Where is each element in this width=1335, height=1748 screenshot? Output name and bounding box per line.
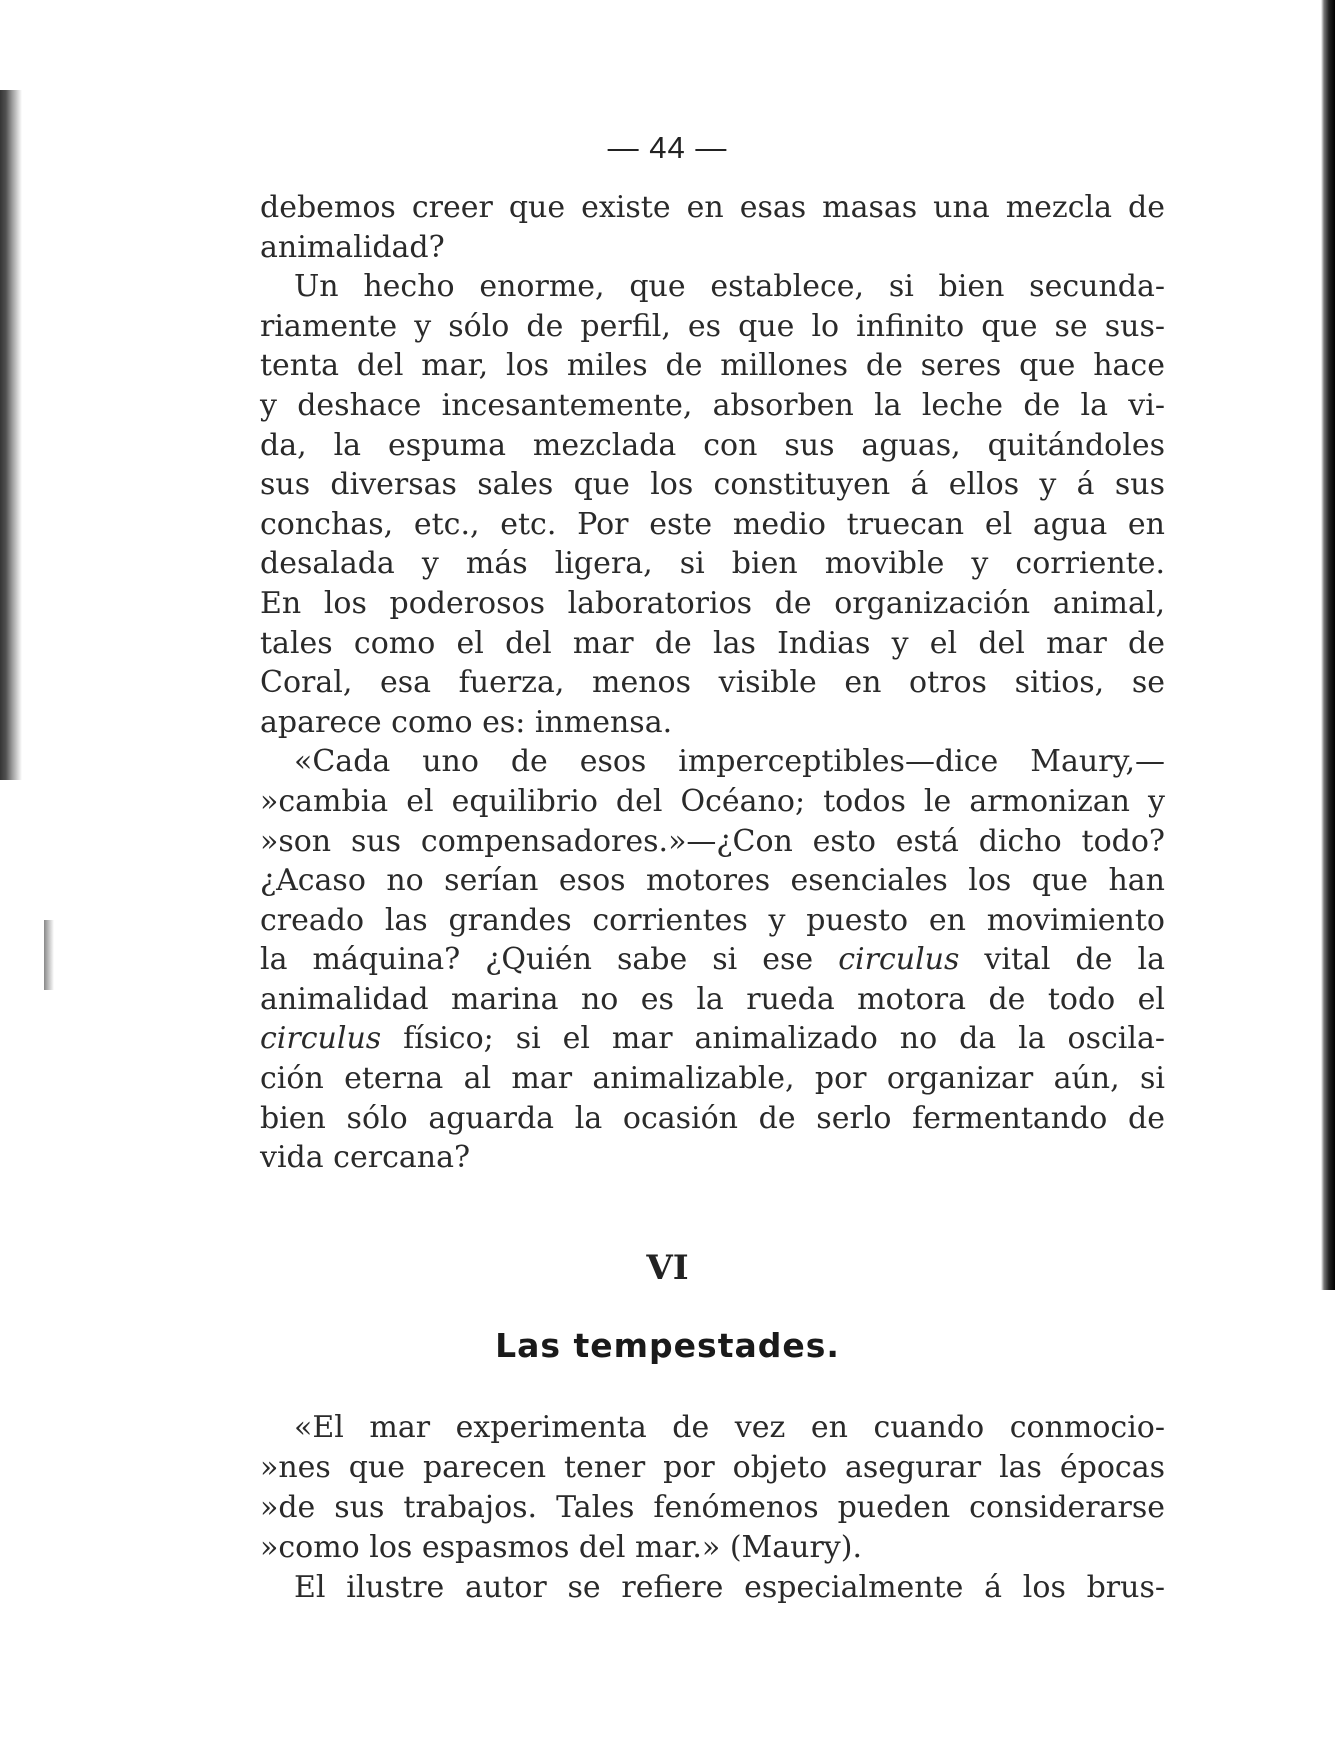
- text-line: conchas, etc., etc. Por este medio truecan el agua en: [260, 506, 1165, 542]
- text-line-mixed: [260, 1019, 1165, 1059]
- text-line: tales como el del mar de las Indias y el del mar de: [260, 625, 1165, 661]
- body-text-top: [260, 188, 1165, 1178]
- text-line: »de sus trabajos. Tales fenómenos pueden considerarse: [260, 1490, 1165, 1525]
- text-line: ción eterna al mar animalizable, por organizar aún, si: [260, 1061, 1165, 1097]
- page-number: — 44 —: [607, 130, 728, 165]
- text-line: tenta del mar, los miles de millones de seres que hace: [260, 348, 1165, 384]
- text-line: Un hecho enorme, que establece, si bien secunda-: [294, 269, 1165, 305]
- italic-term: circulus: [260, 1021, 382, 1057]
- text-line: «El mar experimenta de vez en cuando conmocio-: [294, 1410, 1165, 1445]
- text-line: animalidad marina no es la rueda motora de todo el: [260, 981, 1165, 1017]
- text-line: »nes que parecen tener por objeto asegurar las épocas: [260, 1450, 1165, 1485]
- text-line: da, la espuma mezclada con sus aguas, quitándoles: [260, 427, 1165, 463]
- text-line: aparece como es: inmensa.: [260, 704, 673, 740]
- text-line: animalidad?: [260, 229, 445, 265]
- text-span: la máquina? ¿Quién sabe si ese: [260, 942, 839, 978]
- text-span: vital de la: [959, 942, 1165, 978]
- text-line: creado las grandes corrientes y puesto en movimiento: [260, 902, 1165, 938]
- text-line: El ilustre autor se refiere especialmente á los brus-: [294, 1570, 1165, 1605]
- section-title: Las tempestades.: [495, 1326, 840, 1365]
- binding-shadow-left: [0, 90, 22, 780]
- text-line: bien sólo aguarda la ocasión de serlo fermentando de: [260, 1100, 1165, 1136]
- text-line: »cambia el equilibrio del Océano; todos le armonizan y: [260, 783, 1165, 819]
- text-line: ¿Acaso no serían esos motores esenciales los que han: [260, 863, 1165, 899]
- text-line: debemos creer que existe en esas masas una mezcla de: [260, 190, 1165, 225]
- text-line: y deshace incesantemente, absorben la leche de la vi-: [260, 387, 1165, 423]
- text-line: »son sus compensadores.»—¿Con esto está dicho todo?: [260, 823, 1165, 859]
- binding-shadow-right: [1321, 0, 1335, 1290]
- text-line: »como los espasmos del mar.» (Maury).: [260, 1530, 862, 1565]
- body-text-bottom: [260, 1408, 1165, 1608]
- text-line: vida cercana?: [260, 1140, 471, 1176]
- text-line: riamente y sólo de perfil, es que lo infinito que se sus-: [260, 308, 1165, 344]
- text-line: Coral, esa fuerza, menos visible en otros sitios, se: [260, 665, 1165, 701]
- text-span: físico; si el mar animalizado no da la oscila-: [381, 1021, 1165, 1057]
- italic-term: circulus: [838, 942, 960, 978]
- text-line: En los poderosos laboratorios de organización animal,: [260, 585, 1165, 621]
- text-line: desalada y más ligera, si bien movible y corriente.: [260, 546, 1165, 582]
- binding-mark-left: [44, 920, 54, 990]
- text-line-mixed: [260, 940, 1165, 980]
- text-line: sus diversas sales que los constituyen á ellos y á sus: [260, 467, 1165, 503]
- section-number: VI: [646, 1248, 689, 1288]
- text-line: «Cada uno de esos imperceptibles—dice Maury,—: [294, 744, 1165, 780]
